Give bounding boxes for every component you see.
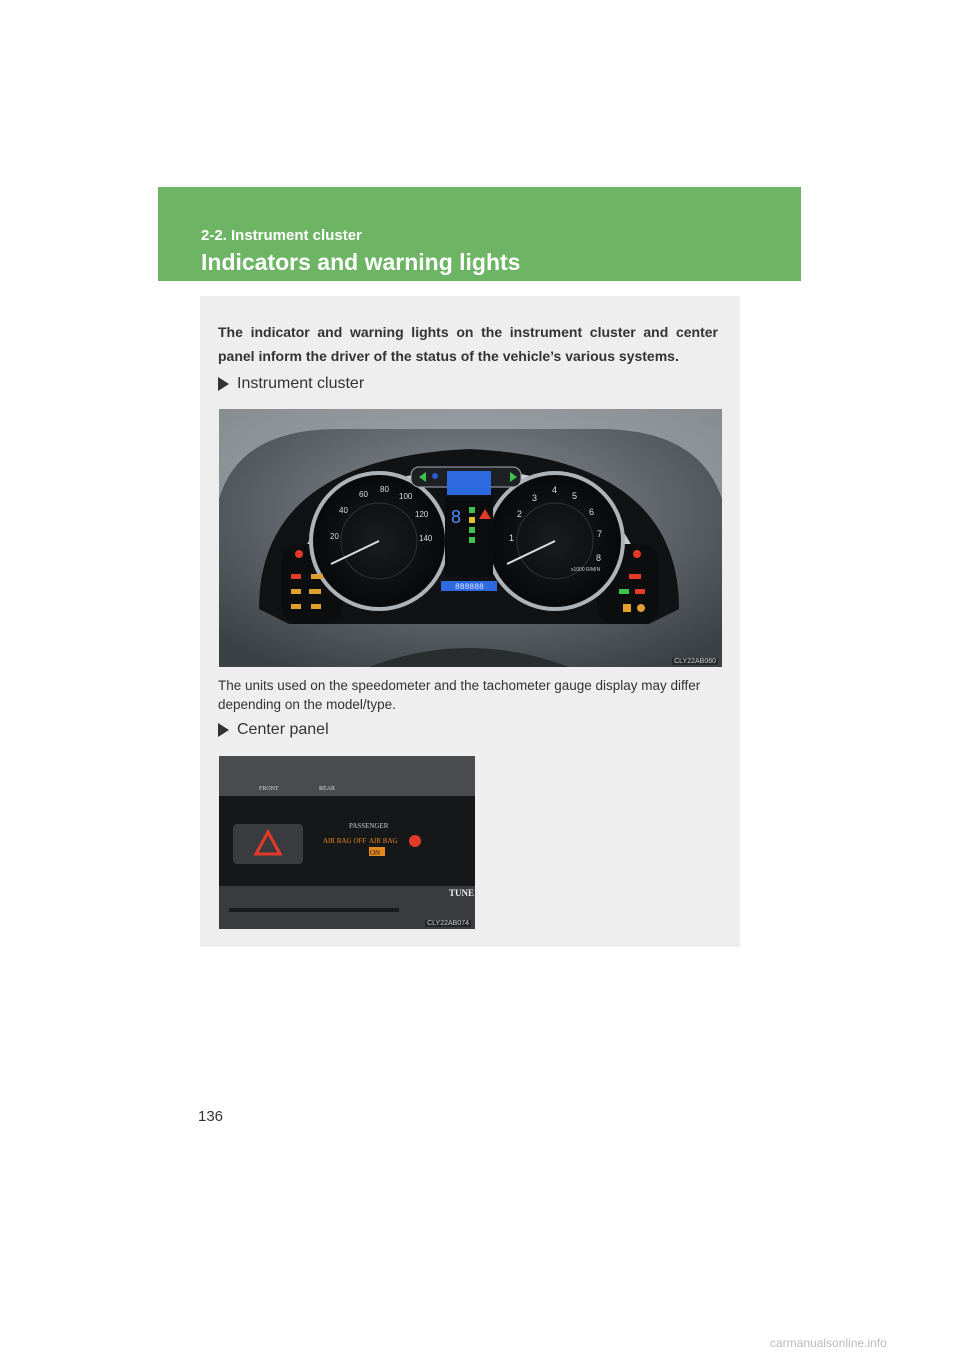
fuel-warning-icon	[311, 604, 321, 609]
power-steering-warning-icon	[629, 574, 641, 579]
passenger-label: PASSENGER	[349, 822, 389, 830]
airbag-on-label: AIR BAG	[369, 837, 398, 845]
speedo-tick: 40	[339, 506, 348, 515]
multi-display	[447, 471, 491, 495]
indicator-light	[469, 537, 475, 543]
gear-indicator: 8	[451, 507, 462, 527]
tacho-unit: x1000 R/MIN	[571, 567, 601, 573]
section-header	[158, 187, 801, 281]
tacho-tick: 8	[596, 553, 602, 563]
high-beam-icon	[432, 473, 438, 479]
tune-label: TUNE	[449, 888, 475, 898]
tire-pressure-icon	[637, 604, 645, 612]
cruise-indicator-icon	[311, 574, 323, 579]
airbag-off-label: AIR BAG OFF	[323, 837, 367, 845]
subsection-label: Instrument cluster	[237, 375, 365, 392]
units-note: The units used on the speedometer and the tachometer gauge display may differ depending on the model/type.	[218, 678, 701, 712]
pcs-warning-icon	[291, 604, 301, 609]
indicator-light	[469, 507, 475, 513]
triangle-bullet-icon	[218, 723, 229, 737]
tacho-tick: 1	[509, 533, 515, 543]
figure-code: CLY22AB060	[674, 658, 716, 665]
watermark: carmanualsonline.info	[770, 1336, 887, 1350]
speedo-tick: 120	[415, 510, 429, 519]
abs-warning-icon	[309, 589, 321, 594]
speedo-tick: 80	[380, 485, 389, 494]
tacho-tick: 6	[589, 507, 595, 517]
odometer-readout: 888888	[455, 583, 484, 592]
center-panel-image	[219, 756, 475, 929]
tacho-tick: 4	[552, 485, 558, 495]
brake-warning-icon	[291, 574, 301, 579]
intro-text: The indicator and warning lights on the instrument cluster and center panel inform the driver of the status of the vehicle’s various systems.	[218, 324, 718, 364]
speedo-tick: 20	[330, 532, 339, 541]
seatbelt-reminder-icon	[409, 835, 421, 847]
subsection-label: Center panel	[237, 721, 329, 738]
speedo-tick: 140	[419, 534, 433, 543]
airbag-warning-icon	[633, 550, 641, 558]
subsection-instrument-cluster	[218, 375, 364, 393]
page-number: 136	[198, 1108, 224, 1125]
page-title: Indicators and warning lights	[201, 249, 521, 275]
tacho-tick: 7	[597, 529, 603, 539]
triangle-bullet-icon	[218, 377, 229, 391]
instrument-cluster-image	[219, 409, 722, 667]
headlight-indicator-icon	[619, 589, 629, 594]
speedo-tick: 60	[359, 490, 368, 499]
tacho-tick: 3	[532, 493, 538, 503]
seatbelt-warning-icon	[295, 550, 303, 558]
airbag-on-indicator: ON	[370, 849, 381, 857]
tacho-tick: 2	[517, 509, 523, 519]
indicator-light	[469, 527, 475, 533]
front-defog-label: FRONT	[259, 786, 279, 792]
tacho-tick: 5	[572, 491, 578, 501]
section-label: 2-2. Instrument cluster	[201, 227, 362, 244]
speedo-tick: 100	[399, 492, 413, 501]
instrument-cluster-svg	[219, 409, 722, 667]
indicator-light	[469, 517, 475, 523]
figure-code: CLY22AB074	[427, 920, 469, 927]
charging-warning-icon	[635, 589, 645, 594]
check-engine-icon	[291, 589, 301, 594]
rear-defog-label: REAR	[319, 786, 336, 792]
slip-indicator-icon	[623, 604, 631, 612]
subsection-center-panel	[218, 721, 329, 739]
content-panel	[200, 296, 740, 947]
center-panel-svg	[219, 756, 475, 929]
